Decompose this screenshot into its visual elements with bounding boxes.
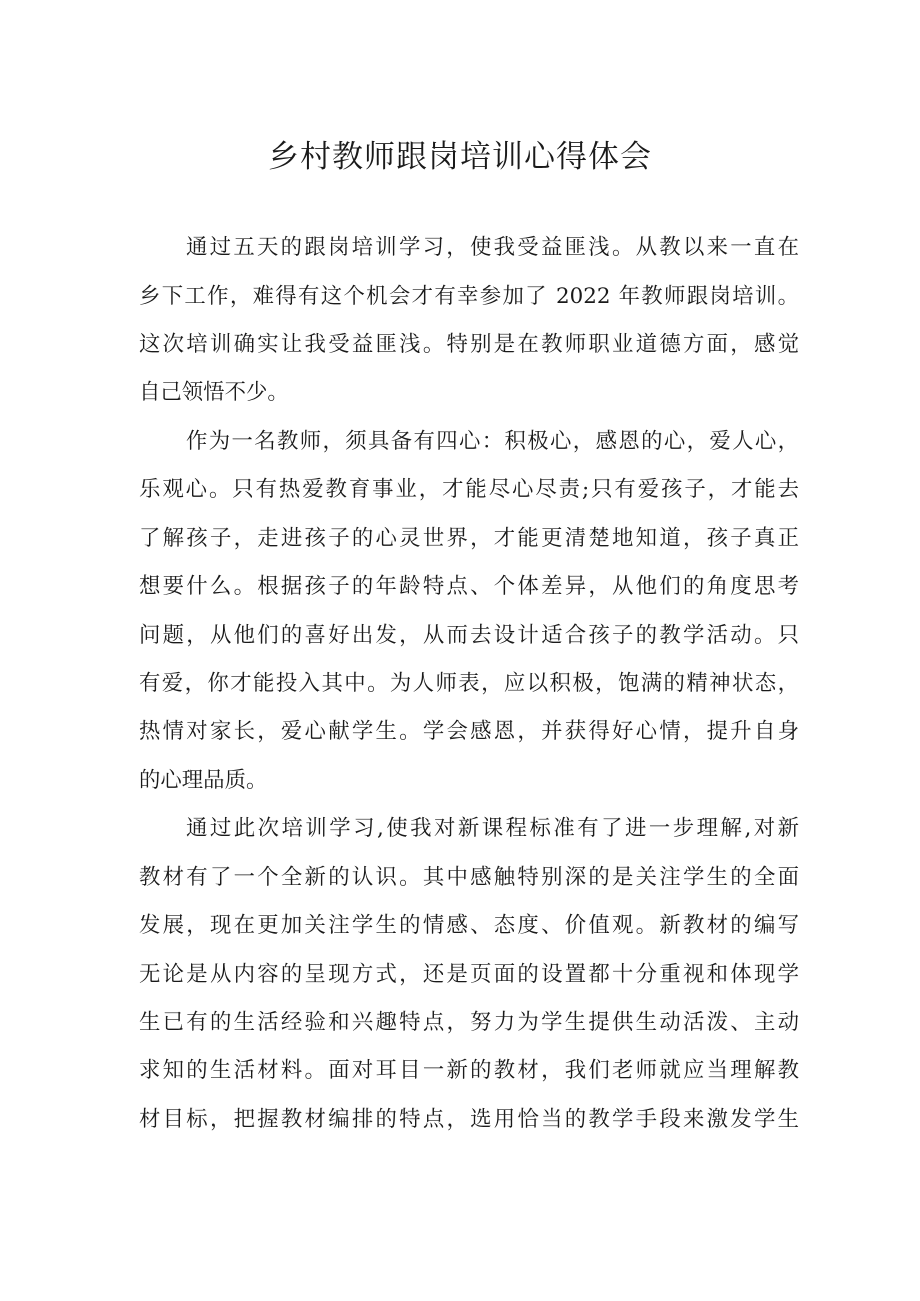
paragraph-line: 求知的生活材料。面对耳目一新的教材，我们老师就应当理解教 (139, 1058, 799, 1083)
paragraph-line: 想要什么。根据孩子的年龄特点、个体差异，从他们的角度思考 (139, 574, 799, 599)
paragraph-line: 生已有的生活经验和兴趣特点，努力为学生提供生动活泼、主动 (139, 1010, 799, 1035)
paragraph-line: 有爱，你才能投入其中。为人师表，应以积极，饱满的精神状态， (139, 671, 799, 696)
paragraph-line: 材目标，把握教材编排的特点，选用恰当的教学手段来激发学生 (139, 1107, 799, 1132)
paragraph-line: 作为一名教师，须具备有四心：积极心，感恩的心，爱人心， (186, 429, 799, 454)
paragraph-line: 教材有了一个全新的认识。其中感触特别深的是关注学生的全面 (139, 865, 799, 890)
paragraph-line: 的心理品质。 (139, 768, 268, 793)
paragraph-line: 了解孩子，走进孩子的心灵世界，才能更清楚地知道，孩子真正 (139, 526, 799, 551)
document-title: 乡村教师跟岗培训心得体会 (268, 139, 652, 175)
paragraph-line: 发展，现在更加关注学生的情感、态度、价值观。新教材的编写 (139, 913, 799, 938)
paragraph-line: 自己领悟不少。 (139, 380, 289, 405)
paragraph-line: 乡下工作，难得有这个机会才有幸参加了 2022 年教师跟岗培训。 (139, 284, 799, 309)
paragraph-line: 通过此次培训学习,使我对新课程标准有了进一步理解,对新 (186, 816, 799, 841)
paragraph-line: 热情对家长，爱心献学生。学会感恩，并获得好心情，提升自身 (139, 719, 799, 744)
paragraph-line: 乐观心。只有热爱教育事业，才能尽心尽责;只有爱孩子，才能去 (139, 477, 799, 502)
paragraph-line: 无论是从内容的呈现方式，还是页面的设置都十分重视和体现学 (139, 962, 799, 987)
paragraph-line: 问题，从他们的喜好出发，从而去设计适合孩子的教学活动。只 (139, 623, 799, 648)
paragraph-line: 这次培训确实让我受益匪浅。特别是在教师职业道德方面，感觉 (139, 332, 799, 357)
paragraph-line: 通过五天的跟岗培训学习，使我受益匪浅。从教以来一直在 (186, 235, 799, 260)
